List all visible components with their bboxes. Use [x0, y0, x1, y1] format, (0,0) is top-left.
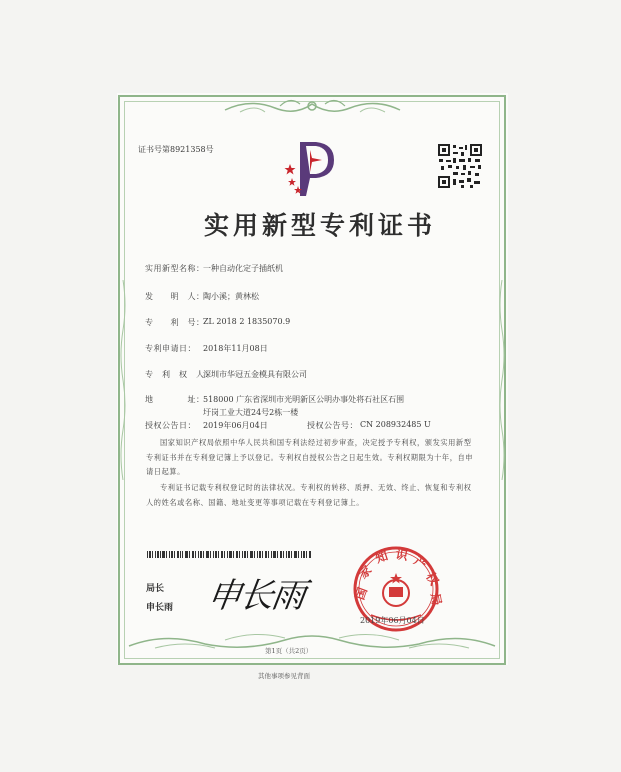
top-ornament: [220, 96, 405, 118]
left-ornament: [119, 280, 127, 480]
pub-date-value: 2019年06月04日: [203, 421, 268, 430]
svg-text:国: 国: [352, 585, 370, 602]
field-value-address-line2: 圩岗工业大道24号2栋一楼: [203, 408, 299, 417]
signature-title: 局长: [146, 584, 165, 594]
field-label-inventor: 发 明 人：: [145, 292, 205, 301]
signature-name: 申长雨: [146, 603, 174, 613]
field-label-name: 实用新型名称：: [145, 264, 205, 273]
qr-code-icon: [437, 143, 483, 189]
page-indicator: 第1页（共2页）: [265, 647, 313, 655]
paragraph-grant: 国家知识产权局依照中华人民共和国专利法经过初步审查，决定授予专利权，颁发实用新型专利证书并在专利登记簿上予以登记。专利权自授权公告之日起生效。专利权期限为十年，自申请日起算。: [146, 438, 474, 476]
right-ornament: [498, 280, 506, 480]
footnote: 其他事项参见背面: [258, 672, 310, 680]
svg-text:家: 家: [355, 562, 375, 582]
field-label-patent-no: 专 利 号：: [145, 318, 205, 327]
barcode-icon: [147, 551, 312, 558]
field-value-inventor: 陶小溪；黄林松: [203, 292, 259, 301]
svg-text:知: 知: [373, 548, 390, 566]
pub-no-label: 授权公告号：: [307, 421, 358, 430]
field-label-patentee: 专 利 权 人：: [145, 370, 213, 379]
seal-date: 2019年06月04日: [360, 616, 425, 625]
certificate-number: 证书号第8921358号: [138, 145, 214, 154]
svg-text:产: 产: [411, 553, 430, 572]
paragraph-legal-status: 专利证书记载专利权登记时的法律状况。专利权的转移、质押、无效、终止、恢复和专利权人的姓名或名称、国籍、地址变更等事项记载在专利登记簿上。: [146, 483, 472, 507]
handwritten-signature: 申长雨: [204, 576, 307, 616]
certificate-title: 实用新型专利证书: [204, 211, 437, 240]
field-value-address: 518000 广东省深圳市光明新区公明办事处将石社区石围: [203, 395, 405, 404]
field-value-patentee: 深圳市华冠五金模具有限公司: [203, 370, 307, 379]
pub-no-value: CN 208932485 U: [360, 420, 431, 429]
svg-text:权: 权: [423, 570, 442, 588]
field-value-name: 一种自动化定子插纸机: [203, 264, 283, 273]
field-label-address: 地 址：: [145, 395, 205, 404]
svg-text:识: 识: [394, 547, 409, 563]
field-value-patent-no: ZL 2018 2 1835070.9: [203, 317, 291, 326]
pub-date-label: 授权公告日：: [145, 421, 196, 430]
svg-text:局: 局: [428, 592, 444, 607]
cnipa-logo-icon: [282, 138, 344, 198]
field-label-filing-date: 专利申请日：: [145, 344, 196, 353]
field-value-filing-date: 2018年11月08日: [203, 344, 268, 353]
